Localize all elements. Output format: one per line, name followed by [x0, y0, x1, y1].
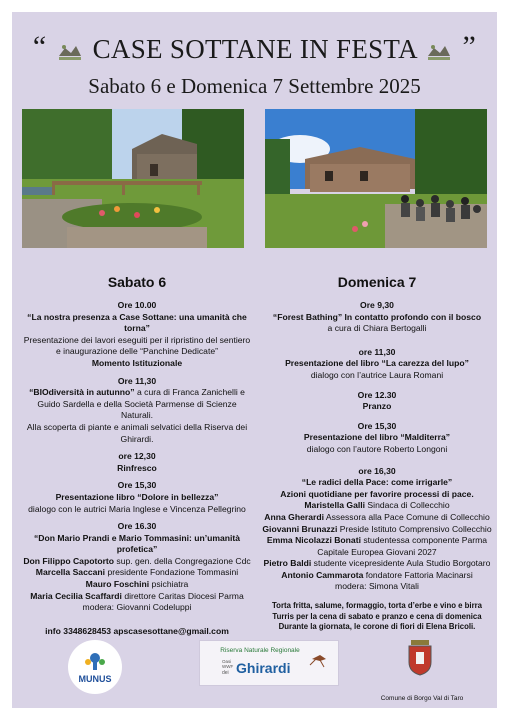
flower-crowns-info: Durante la giornata, le corone di fiori di Elena Bricoli. [278, 622, 476, 632]
speaker [262, 558, 492, 570]
event-time: Ore 12.30 [357, 389, 397, 400]
speaker-name: Emma Nicolazzi Bonati [266, 535, 361, 546]
speaker-role: studente vicepresidente Aula Studio Borgotaro [311, 558, 491, 569]
event-time: Ore 16.30 [117, 521, 157, 532]
sunday-program [262, 274, 492, 633]
riserva-ghirardi-logo [199, 640, 339, 686]
saturday-program [22, 274, 252, 637]
event-title: “La nostra presenza a Case Sottane: una umanità che torna” [27, 311, 247, 334]
poster [12, 12, 497, 708]
event-title: Rinfresco [117, 462, 157, 473]
event-time: ore 16,30 [358, 465, 396, 476]
speaker-name: Mauro Foschini [85, 579, 150, 590]
speaker-name: Maria Cecilia Scaffardi [30, 590, 122, 601]
munus-logo [68, 640, 122, 694]
event-description: dialogo con le autrici Maria Inglese e Vincenza Pellegrino [28, 503, 246, 514]
comune-label: Comune di Borgo Val di Taro [380, 695, 464, 702]
speaker [22, 567, 252, 579]
svg-text:Oasi: Oasi [222, 659, 232, 664]
speaker [262, 524, 492, 536]
photo-gathering [265, 109, 487, 248]
speaker [262, 535, 492, 558]
svg-text:Riserva Naturale Regionale: Riserva Naturale Regionale [220, 647, 300, 654]
speaker [22, 591, 252, 603]
svg-text:MUNUS: MUNUS [78, 674, 112, 684]
event-description: Alla scoperta di piante e animali selvatici della Riserva dei Ghirardi. [26, 421, 248, 444]
food-info: Torta fritta, salume, formaggio, torta d’erbe e vino e birra Turris per la cena di sabato e pranzo e cena di domenica [272, 601, 482, 621]
svg-text:WWF: WWF [222, 664, 234, 669]
speaker [262, 570, 492, 582]
moderator: modera: Giovanni Codeluppi [82, 602, 192, 613]
event-subtitle: Azioni quotidiane per favorire processi di pace. [280, 488, 474, 499]
event-dates: Sabato 6 e Domenica 7 Settembre 2025 [88, 74, 421, 98]
case-sottane-logo-right [426, 42, 452, 62]
event-description: Presentazione dei lavori eseguiti per il ripristino del sentiero e inaugurazione delle “Panchine Dedicate” [23, 334, 251, 357]
speaker [22, 556, 252, 568]
photo-garden-house [22, 109, 244, 248]
speaker-role: Assessora alla Pace Comune di Collecchio [323, 511, 490, 522]
event-title: “Don Mario Prandi e Mario Tommasini: un’umanità profetica” [33, 532, 241, 555]
event-time: Ore 11,30 [117, 375, 157, 386]
close-quote: ” [462, 30, 477, 63]
borgo-val-di-taro-crest [406, 640, 434, 676]
speaker [262, 512, 492, 524]
event-title: Pranzo [362, 401, 392, 412]
speaker-name: Pietro Baldi [263, 558, 312, 569]
speaker-name: Marcella Saccani [35, 567, 106, 578]
speaker-name: Maristella Galli [304, 500, 366, 511]
event-time: ore 12,30 [118, 451, 156, 462]
speaker-role: Preside Istituto Comprensivo Collecchio [337, 523, 492, 534]
poster-title [12, 30, 497, 68]
speaker-name: Giovanni Brunazzi [262, 523, 338, 534]
event-description: a cura di Chiara Bertogalli [327, 323, 427, 334]
sunday-heading: Domenica 7 [337, 274, 417, 290]
speaker [22, 579, 252, 591]
speaker-role: direttore Caritas Diocesi Parma [121, 590, 244, 601]
event-time: Ore 9,30 [360, 300, 394, 310]
event-title: “Le radici della Pace: come irrigarle” [301, 477, 453, 488]
svg-text:Ghirardi: Ghirardi [236, 660, 291, 676]
contact-info: info 3348628453 apscasesottane@gmail.com [45, 625, 229, 636]
event-title: Presentazione del libro “Malditerra” [303, 432, 451, 443]
speaker-name: Anna Gherardi [264, 511, 324, 522]
saturday-heading: Sabato 6 [107, 274, 167, 290]
speaker-role: fondatore Fattoria Macinarsi [363, 569, 473, 580]
sponsor-logos [12, 640, 497, 708]
event-time: ore 11,30 [358, 346, 396, 357]
event-curator: a cura di Franca Zanichelli e Guido Sardella e della Società Parmense di Scienze Naturali. [37, 387, 245, 421]
speaker-name: Don Filippo Capotorto [23, 555, 115, 566]
event-description [22, 387, 252, 422]
moderator: modera: Simona Vitali [335, 581, 419, 592]
event-description: dialogo con l’autrice Laura Romani [310, 369, 444, 380]
speaker-name: Antonio Cammarota [281, 569, 364, 580]
event-title: Presentazione del libro “La carezza del lupo” [285, 358, 469, 369]
event-time: Ore 10.00 [117, 300, 157, 310]
event-time: Ore 15,30 [357, 420, 397, 431]
open-quote: “ [32, 30, 47, 63]
speaker [262, 500, 492, 512]
event-title: Presentazione libro “Dolore in bellezza” [55, 491, 219, 502]
speaker-role: presidente Fondazione Tommasini [105, 567, 239, 578]
case-sottane-logo-left [57, 42, 83, 62]
speaker-role: studentessa componente Parma Capitale Europea Giovani 2027 [317, 535, 488, 557]
speaker-role: Sindaca di Collecchio [365, 500, 450, 511]
speaker-role: sup. gen. della Congregazione Cdc [114, 555, 251, 566]
event-description: dialogo con l’autore Roberto Longoni [306, 443, 448, 454]
svg-text:dei: dei [222, 670, 229, 676]
title-text: CASE SOTTANE IN FESTA [92, 34, 417, 64]
event-title: “Forest Bathing” In contatto profondo con il bosco [272, 311, 482, 322]
event-note: Momento Istituzionale [91, 357, 183, 368]
speaker-role: psichiatra [149, 579, 189, 590]
event-title: “BIOdiversità in autunno” [29, 387, 135, 398]
event-time: Ore 15,30 [117, 480, 157, 491]
